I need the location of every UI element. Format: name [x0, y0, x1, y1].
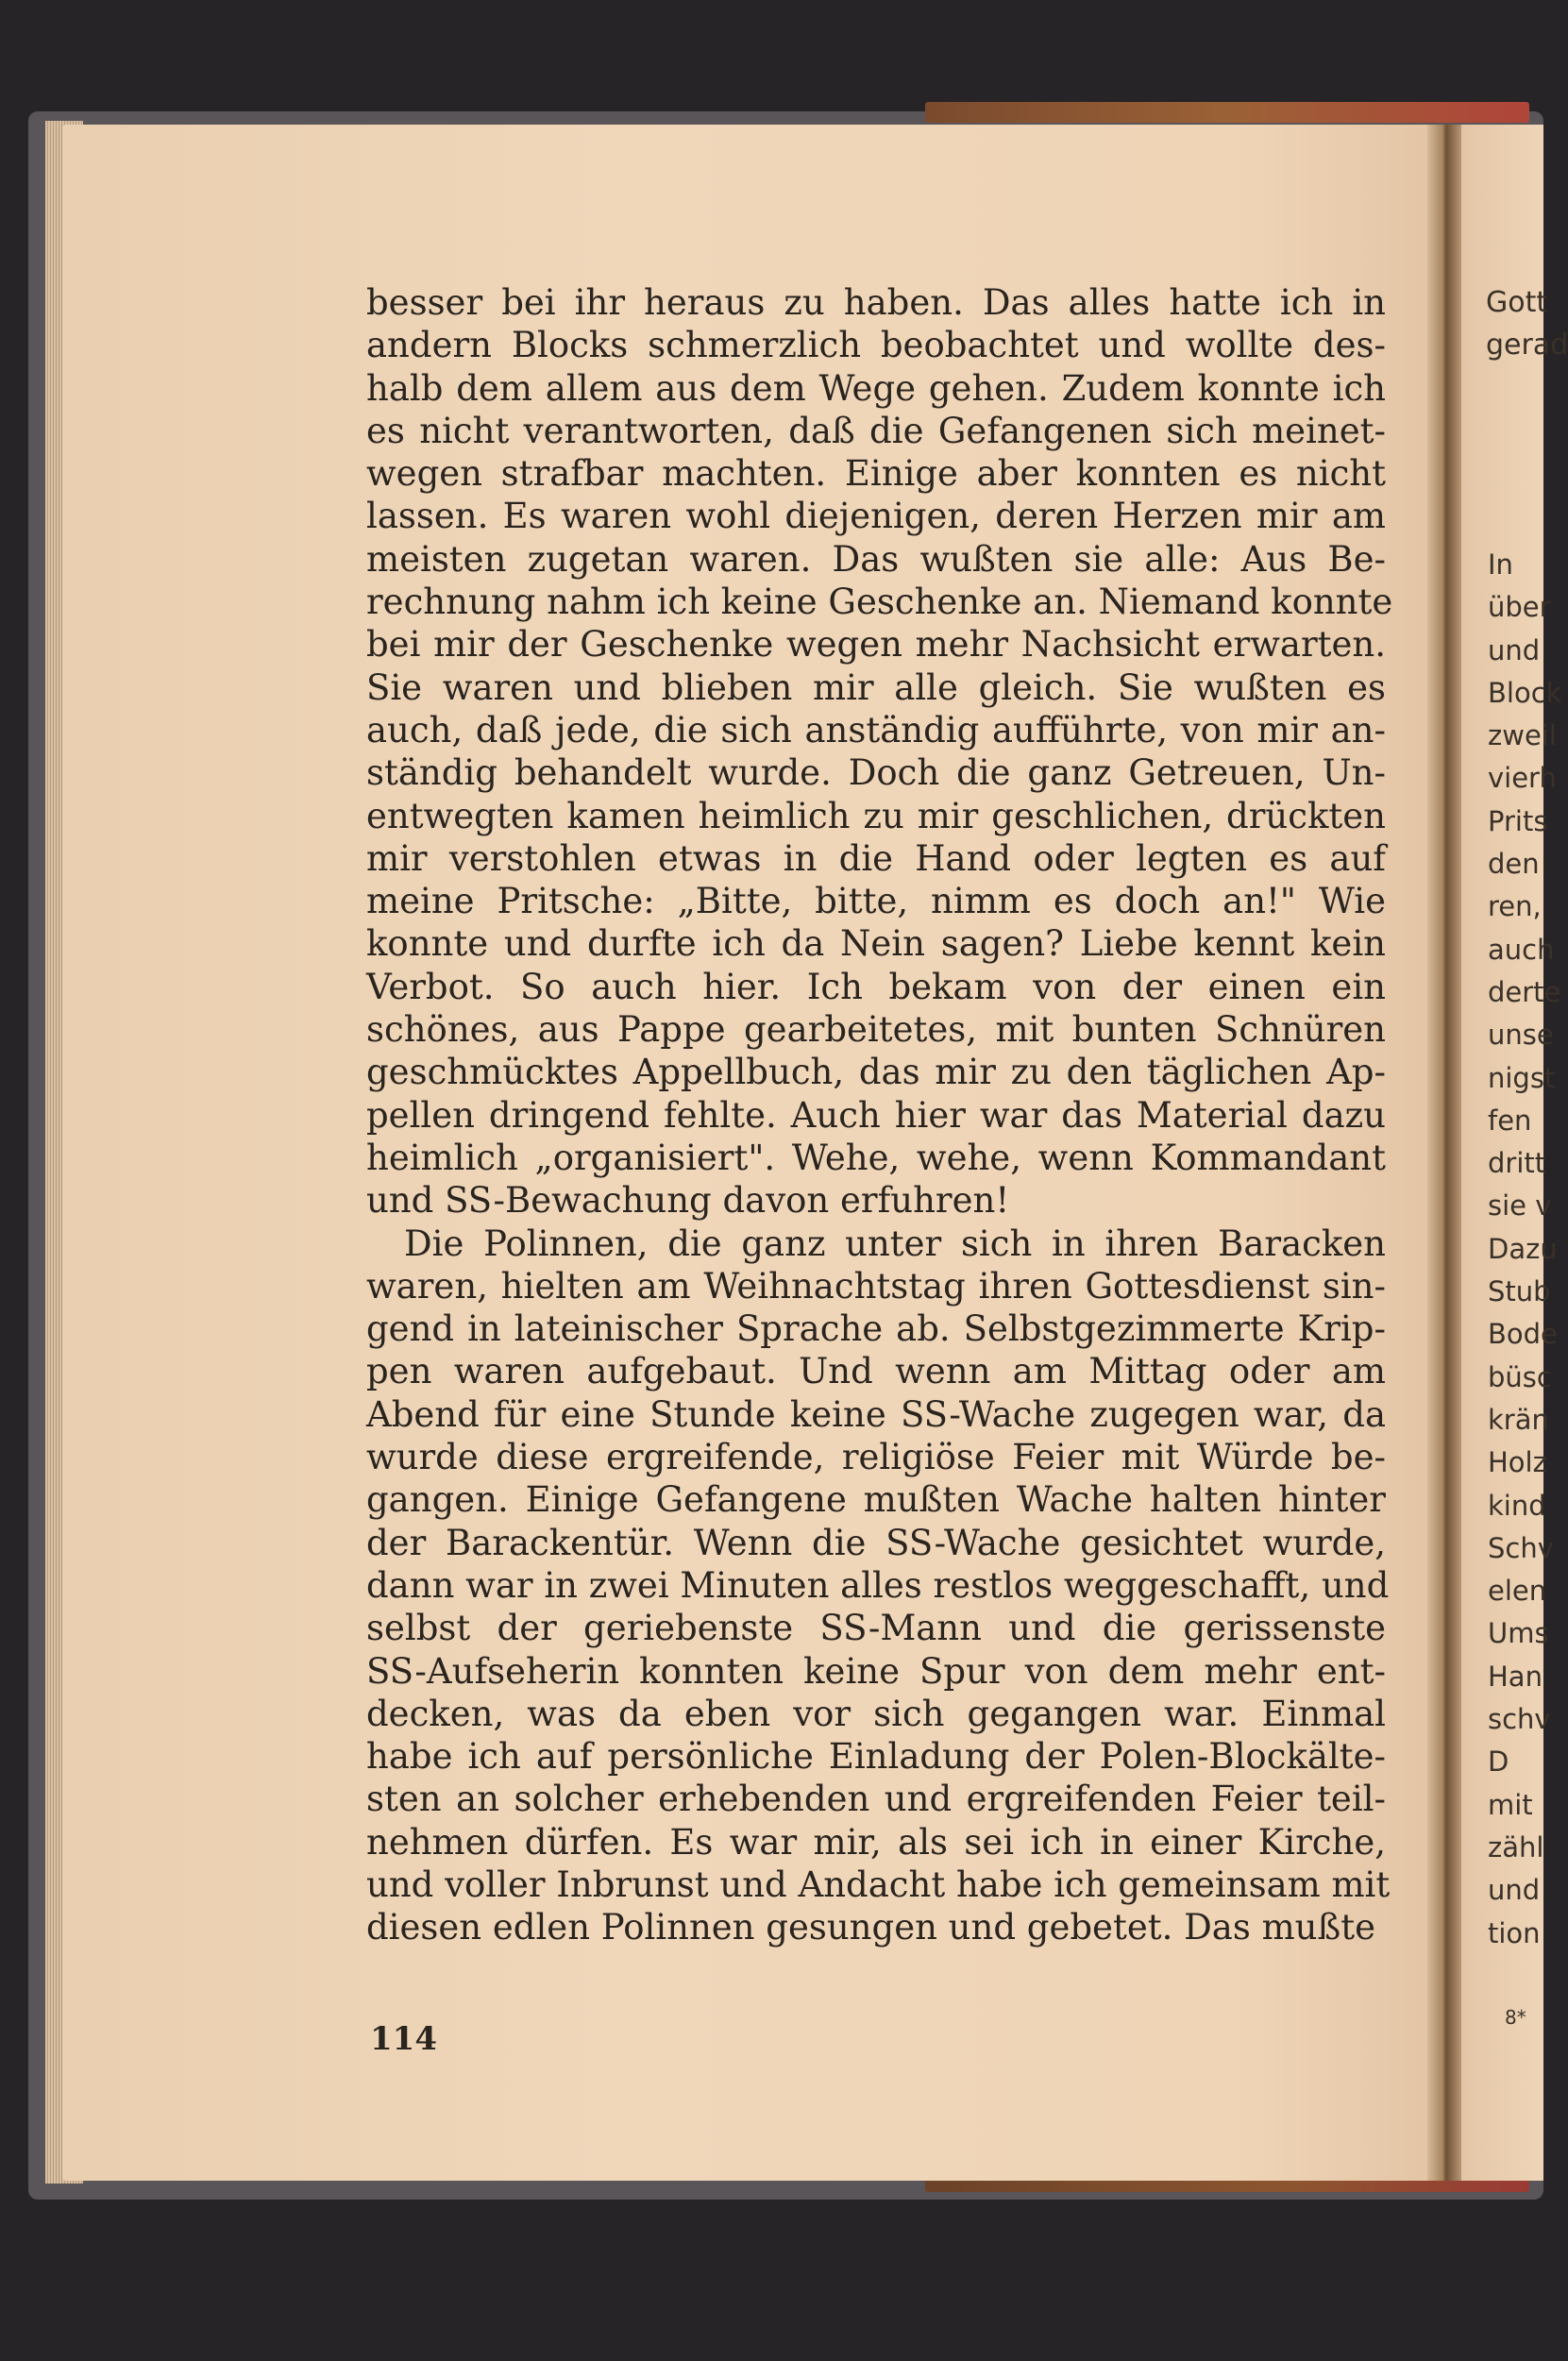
- right-text-line: unse: [1488, 1019, 1554, 1052]
- text-line: es nicht verantworten, daß die Gefangenen sich meinet-: [366, 410, 1386, 451]
- right-text-line: Prits: [1488, 804, 1548, 837]
- right-text-line: sie v: [1488, 1189, 1552, 1223]
- text-line: konnte und durfte ich da Nein sagen? Liebe kennt kein: [366, 923, 1386, 965]
- text-line: nehmen dürfen. Es war mir, als sei ich in einer Kirche,: [366, 1821, 1386, 1863]
- right-text-line: vierh: [1488, 762, 1557, 795]
- text-line: dann war in zwei Minuten alles restlos weggeschafft, und: [366, 1564, 1390, 1606]
- text-line: selbst der geriebenste SS-Mann und die gerissenste: [366, 1608, 1386, 1649]
- right-text-line: Block: [1488, 676, 1562, 709]
- right-text-line: und: [1488, 633, 1541, 666]
- right-text-line: nigst: [1488, 1061, 1556, 1094]
- text-line: mir verstohlen etwas in die Hand oder legten es auf: [366, 837, 1386, 879]
- text-line: habe ich auf persönliche Einladung der Polen-Blockälte-: [366, 1736, 1386, 1778]
- right-text-line: zähl: [1488, 1830, 1544, 1864]
- right-text-line: derte: [1488, 975, 1561, 1008]
- text-line: meine Pritsche: „Bitte, bitte, nimm es doch an!" Wie: [366, 881, 1386, 922]
- right-text-line: ren,: [1488, 890, 1542, 923]
- right-text-line: Schv: [1488, 1531, 1554, 1564]
- right-text-line: elen: [1488, 1575, 1547, 1608]
- text-line: und voller Inbrunst und Andacht habe ich gemeinsam mit: [366, 1864, 1391, 1905]
- text-line: besser bei ihr heraus zu haben. Das alles hatte ich in: [366, 282, 1386, 323]
- book-headband-top: [925, 102, 1529, 123]
- right-text-line: D: [1488, 1745, 1509, 1779]
- text-line: auch, daß jede, die sich anständig aufführte, von mir an-: [366, 709, 1386, 750]
- text-line: rechnung nahm ich keine Geschenke an. Niemand konnte: [366, 582, 1393, 623]
- right-text-line: Han: [1488, 1660, 1543, 1693]
- text-line: ständig behandelt wurde. Doch die ganz Getreuen, Un-: [366, 752, 1386, 794]
- right-text-line: büsc: [1488, 1360, 1552, 1393]
- right-text-line: auch: [1488, 933, 1555, 966]
- right-text-line: krän: [1488, 1403, 1549, 1436]
- text-line: pen waren aufgebaut. Und wenn am Mittag oder am: [366, 1351, 1386, 1392]
- page-number: 114: [370, 2020, 437, 2058]
- right-page-header-fragment: [1486, 281, 1568, 366]
- text-line: waren, hielten am Weihnachtstag ihren Gottesdienst sin-: [366, 1265, 1386, 1307]
- text-line: entwegten kamen heimlich zu mir geschlichen, drückten: [366, 795, 1386, 836]
- text-line: wurde diese ergreifende, religiöse Feier mit Würde be-: [366, 1437, 1386, 1478]
- book-gutter: [1427, 125, 1461, 2181]
- text-line: pellen dringend fehlte. Auch hier war das Material dazu: [366, 1094, 1386, 1136]
- text-line: Verbot. So auch hier. Ich bekam von der einen ein: [366, 966, 1386, 1007]
- text-line: gend in lateinischer Sprache ab. Selbstgezimmerte Krip-: [366, 1308, 1386, 1350]
- right-text-line: tion: [1488, 1916, 1541, 1949]
- right-text-line: und: [1488, 1874, 1541, 1907]
- text-line: Abend für eine Stunde keine SS-Wache zugegen war, da: [366, 1393, 1386, 1435]
- right-page-signature-mark: 8*: [1505, 2006, 1526, 2029]
- text-line: geschmücktes Appellbuch, das mir zu den täglichen Ap-: [366, 1052, 1386, 1093]
- right-text-line: über: [1488, 591, 1551, 624]
- text-line: SS-Aufseherin konnten keine Spur von dem mehr ent-: [366, 1650, 1386, 1692]
- text-line: heimlich „organisiert". Wehe, wehe, wenn Kommandant: [366, 1137, 1386, 1178]
- right-text-line: Dazu: [1488, 1232, 1558, 1265]
- right-header-line: gerad: [1486, 329, 1568, 362]
- right-text-line: zweil: [1488, 719, 1557, 752]
- right-text-line: Stub: [1488, 1275, 1551, 1308]
- text-line: lassen. Es waren wohl diejenigen, deren Herzen mir am: [366, 496, 1386, 537]
- text-line: halb dem allem aus dem Wege gehen. Zudem konnte ich: [366, 367, 1386, 409]
- text-line: decken, was da eben vor sich gegangen war. Einmal: [366, 1693, 1386, 1734]
- right-header-line: Gott: [1486, 286, 1548, 319]
- right-text-line: Holz: [1488, 1446, 1547, 1479]
- right-text-line: Ums: [1488, 1617, 1549, 1650]
- text-line: wegen strafbar machten. Einige aber konnten es nicht: [366, 453, 1386, 495]
- text-line: diesen edlen Polinnen gesungen und gebetet. Das mußte: [366, 1907, 1375, 1948]
- text-line: schönes, aus Pappe gearbeitetes, mit bunten Schnüren: [366, 1009, 1386, 1051]
- text-line: Die Polinnen, die ganz unter sich in ihren Baracken: [404, 1223, 1386, 1264]
- text-line: sten an solcher erhebenden und ergreifenden Feier teil-: [366, 1779, 1386, 1820]
- right-text-line: den: [1488, 848, 1540, 881]
- text-line: Sie waren und blieben mir alle gleich. Sie wußten es: [366, 666, 1386, 708]
- page-body-text: [366, 281, 1393, 1949]
- text-line: und SS-Bewachung davon erfuhren!: [366, 1180, 1010, 1222]
- right-text-line: Bode: [1488, 1318, 1558, 1351]
- text-line: bei mir der Geschenke wegen mehr Nachsicht erwarten.: [366, 624, 1386, 666]
- right-text-line: In: [1488, 548, 1513, 581]
- right-text-line: fen: [1488, 1104, 1532, 1137]
- right-text-line: dritt: [1488, 1147, 1546, 1180]
- right-text-line: schv: [1488, 1703, 1551, 1736]
- right-page-text-fragment: [1488, 544, 1561, 1955]
- right-text-line: kind: [1488, 1489, 1546, 1522]
- text-line: gangen. Einige Gefangene mußten Wache halten hinter: [366, 1479, 1386, 1521]
- right-text-line: mit: [1488, 1788, 1533, 1821]
- text-line: meisten zugetan waren. Das wußten sie alle: Aus Be-: [366, 538, 1386, 580]
- text-line: andern Blocks schmerzlich beobachtet und wollte des-: [366, 325, 1386, 366]
- text-line: der Barackentür. Wenn die SS-Wache gesichtet wurde,: [366, 1522, 1386, 1563]
